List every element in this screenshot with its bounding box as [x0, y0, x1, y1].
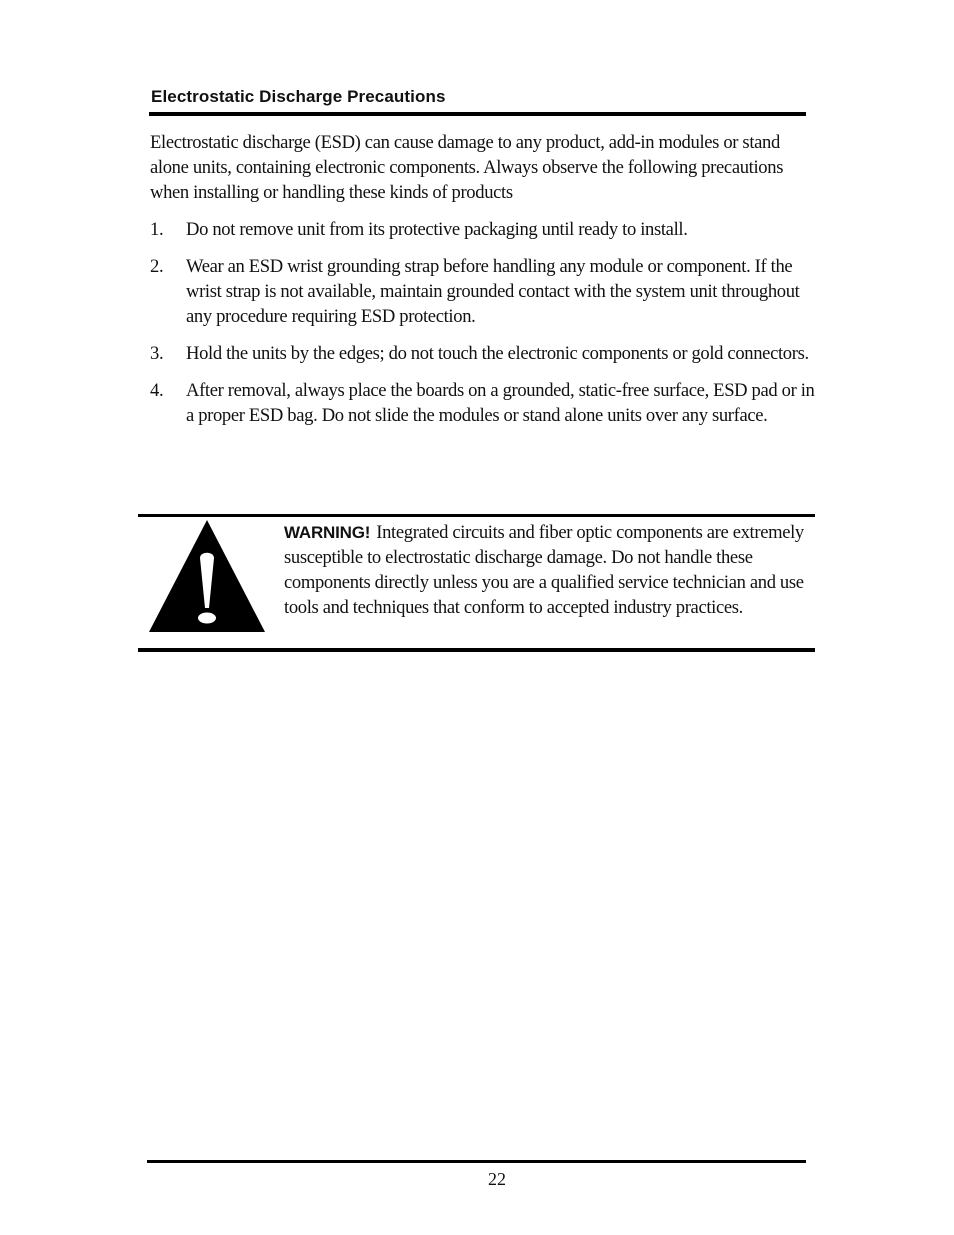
- list-item-text: Hold the units by the edges; do not touch the electronic components or gold connectors.: [186, 343, 809, 364]
- list-item: [150, 254, 820, 329]
- list-item-text: After removal, always place the boards on a grounded, static-free surface, ESD pad or in a proper ESD bag. Do not slide the modules or stand alone units over any surface.: [186, 380, 815, 426]
- precautions-list: [150, 217, 820, 440]
- list-item-text: Wear an ESD wrist grounding strap before handling any module or component. If the wrist strap is not available, maintain grounded contact with the system unit throughout any procedure requiring ESD protection.: [186, 256, 800, 327]
- page-number: 22: [488, 1169, 506, 1189]
- list-item-number: 3.: [150, 343, 164, 364]
- section-title: Electrostatic Discharge Precautions: [151, 87, 446, 106]
- title-rule: [149, 112, 806, 116]
- list-item-number: 1.: [150, 219, 164, 240]
- list-item-number: 4.: [150, 380, 164, 401]
- warning-triangle-icon: [149, 520, 265, 632]
- intro-paragraph: Electrostatic discharge (ESD) can cause damage to any product, add-in modules or stand alone units, containing electronic components. Always observe the following precautions when installing or handling these kinds of products: [150, 132, 784, 203]
- list-item: [150, 378, 820, 428]
- list-item-text: Do not remove unit from its protective packaging until ready to install.: [186, 219, 688, 240]
- list-item-number: 2.: [150, 256, 164, 277]
- warning-box: [138, 514, 815, 652]
- warning-message: [284, 520, 809, 620]
- footer-rule: [147, 1160, 806, 1163]
- list-item: [150, 341, 820, 366]
- list-item: [150, 217, 820, 242]
- warning-label: WARNING!: [284, 523, 371, 542]
- warning-text: Integrated circuits and fiber optic components are extremely susceptible to electrostatic discharge damage. Do not handle these components directly unless you are a qualified service technician and use tools and techniques that conform to accepted industry practices.: [284, 522, 804, 618]
